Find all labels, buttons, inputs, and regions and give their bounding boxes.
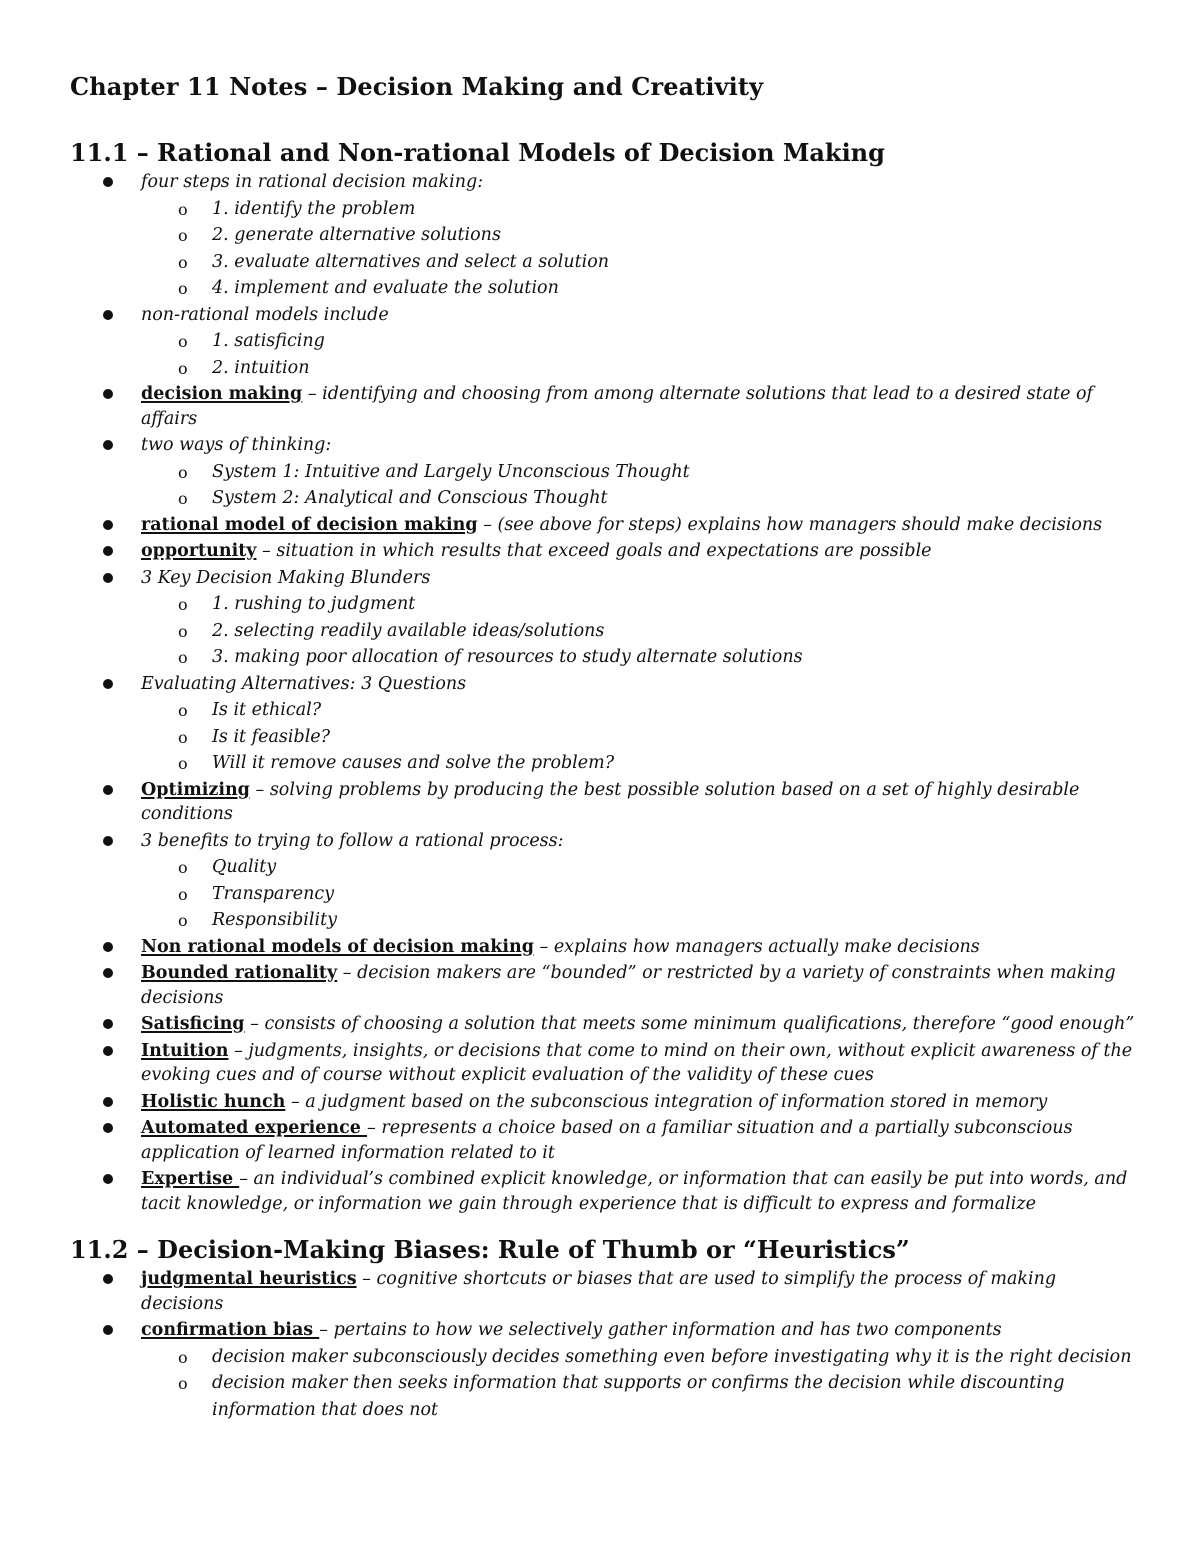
- list-item-text: – identifying and choosing from among alternate solutions that lead to a desired state of: [302, 384, 1094, 404]
- list-item: [141, 1013, 1134, 1035]
- sub-list-item: System 2: Analytical and Conscious Thought: [212, 488, 608, 508]
- list-item-continuation: decisions: [141, 1293, 224, 1314]
- section-heading: 11.2 – Decision-Making Biases: Rule of Thumb or “Heuristics”: [70, 1235, 910, 1264]
- bullet-marker: [103, 520, 113, 530]
- sub-list-item: Will it remove causes and solve the problem?: [212, 753, 615, 773]
- sub-list-item: Responsibility: [212, 910, 338, 930]
- bullet-marker: [103, 968, 113, 978]
- defined-term: Expertise: [141, 1169, 240, 1189]
- defined-term: confirmation bias: [141, 1320, 320, 1340]
- sub-bullet-marker: o: [178, 727, 188, 747]
- list-item: [141, 514, 1102, 536]
- defined-term: rational model of decision making: [141, 514, 478, 535]
- bullet-marker: [103, 836, 113, 846]
- sub-list-item: 1. identify the problem: [212, 198, 416, 219]
- sub-bullet-marker: o: [178, 252, 188, 272]
- list-item: [141, 567, 430, 589]
- sub-list-item: Is it feasible?: [212, 726, 331, 747]
- sub-list-item: 2. intuition: [212, 357, 310, 378]
- sub-list-item: 2. generate alternative solutions: [212, 225, 501, 245]
- sub-list-item: Transparency: [212, 883, 335, 904]
- list-item-continuation: conditions: [141, 804, 233, 824]
- list-item-text: non-rational models include: [141, 304, 389, 325]
- sub-list-item-continuation: information that does not: [212, 1399, 439, 1420]
- list-item-continuation: tacit knowledge, or information we gain through experience that is difficult to express and formalize: [141, 1193, 1036, 1214]
- list-item: [141, 434, 331, 456]
- list-item-text: – decision makers are “bounded” or restricted by a variety of constraints when making: [337, 963, 1116, 983]
- bullet-marker: [103, 785, 113, 795]
- list-item-text: – judgments, insights, or decisions that come to mind on their own, without explicit awareness of the: [228, 1040, 1133, 1061]
- sub-list-item: Quality: [212, 857, 277, 877]
- sub-bullet-marker: o: [178, 595, 188, 614]
- list-item: [141, 1319, 1002, 1341]
- bullet-marker: [103, 1174, 113, 1184]
- list-item-text: – solving problems by producing the best possible solution based on a set of highly desirable: [249, 779, 1080, 800]
- list-item-text: – a judgment based on the subconscious integration of information stored in memory: [285, 1091, 1048, 1112]
- sub-list-item: 1. satisficing: [212, 331, 325, 351]
- bullet-marker: [103, 389, 113, 399]
- defined-term: Optimizing: [141, 779, 250, 800]
- sub-bullet-marker: o: [178, 279, 188, 298]
- sub-list-item: 3. evaluate alternatives and select a solution: [212, 251, 610, 272]
- bullet-marker: [103, 546, 113, 556]
- section-heading: 11.1 – Rational and Non-rational Models of Decision Making: [70, 138, 885, 167]
- sub-bullet-marker: o: [178, 332, 188, 351]
- list-item-text: Evaluating Alternatives: 3 Questions: [141, 673, 467, 694]
- bullet-marker: [103, 1097, 113, 1107]
- list-item-text: – an individual’s combined explicit knowledge, or information that can easily be put into words, and: [239, 1169, 1128, 1189]
- list-item-text: – pertains to how we selectively gather information and has two components: [319, 1320, 1002, 1340]
- list-item-text: – explains how managers actually make decisions: [533, 936, 980, 957]
- list-item: [141, 936, 980, 958]
- list-item-continuation: evoking cues and of course without explicit evaluation of the validity of these cues: [141, 1065, 874, 1085]
- list-item-text: four steps in rational decision making:: [141, 172, 484, 192]
- list-item-text: – situation in which results that exceed goals and expectations are possible: [256, 541, 932, 561]
- bullet-marker: [103, 573, 113, 583]
- list-item-text: – (see above for steps) explains how managers should make decisions: [477, 514, 1103, 535]
- list-item: [141, 1040, 1132, 1062]
- bullet-marker: [103, 942, 113, 952]
- sub-bullet-marker: o: [178, 858, 188, 877]
- bullet-marker: [103, 310, 113, 320]
- sub-bullet-marker: o: [178, 358, 188, 378]
- sub-bullet-marker: o: [178, 226, 188, 245]
- sub-bullet-marker: o: [178, 462, 188, 482]
- list-item-text: 3 benefits to trying to follow a rational process:: [141, 830, 564, 851]
- sub-bullet-marker: o: [178, 911, 188, 930]
- sub-bullet-marker: o: [178, 1347, 188, 1367]
- list-item: [141, 383, 1093, 405]
- sub-list-item: 4. implement and evaluate the solution: [212, 278, 559, 298]
- list-item-continuation: decisions: [141, 987, 224, 1008]
- document-title: Chapter 11 Notes – Decision Making and Creativity: [70, 72, 764, 101]
- defined-term: opportunity: [141, 541, 257, 561]
- list-item-text: two ways of thinking:: [141, 435, 332, 455]
- list-item-continuation: affairs: [141, 408, 198, 429]
- sub-list-item: System 1: Intuitive and Largely Unconscious Thought: [212, 461, 690, 482]
- sub-list-item: 3. making poor allocation of resources to study alternate solutions: [212, 647, 803, 667]
- list-item-text: – represents a choice based on a familiar situation and a partially subconscious: [367, 1118, 1073, 1138]
- bullet-marker: [103, 1123, 113, 1133]
- defined-term: Intuition: [141, 1040, 229, 1061]
- list-item-text: – consists of choosing a solution that meets some minimum qualifications, therefore “good enough”: [244, 1014, 1135, 1034]
- list-item: [141, 962, 1116, 984]
- defined-term: Automated experience: [141, 1118, 368, 1138]
- list-item: [141, 1091, 1047, 1113]
- bullet-marker: [103, 440, 113, 450]
- bullet-marker: [103, 177, 113, 187]
- sub-bullet-marker: o: [178, 1374, 188, 1393]
- sub-bullet-marker: o: [178, 621, 188, 641]
- sub-list-item: Is it ethical?: [212, 700, 322, 720]
- list-item: [141, 779, 1079, 801]
- defined-term: Holistic hunch: [141, 1091, 286, 1112]
- list-item: [141, 304, 389, 326]
- sub-bullet-marker: o: [178, 648, 188, 667]
- defined-term: Satisficing: [141, 1014, 245, 1034]
- defined-term: decision making: [141, 384, 303, 404]
- bullet-marker: [103, 1274, 113, 1284]
- list-item: [141, 1168, 1127, 1190]
- sub-list-item: decision maker then seeks information that supports or confirms the decision while discounting: [212, 1373, 1065, 1393]
- sub-list-item: decision maker subconsciously decides something even before investigating why it is the right decision: [212, 1346, 1132, 1367]
- sub-bullet-marker: o: [178, 199, 188, 219]
- defined-term: judgmental heuristics: [141, 1269, 357, 1289]
- list-item-continuation: application of learned information related to it: [141, 1142, 555, 1163]
- defined-term: Non rational models of decision making: [141, 936, 534, 957]
- list-item: [141, 1268, 1056, 1290]
- list-item: [141, 540, 932, 562]
- sub-list-item: 1. rushing to judgment: [212, 594, 416, 614]
- list-item: [141, 673, 466, 695]
- bullet-marker: [103, 1325, 113, 1335]
- list-item: [141, 171, 483, 193]
- bullet-marker: [103, 1046, 113, 1056]
- list-item-text: 3 Key Decision Making Blunders: [141, 567, 431, 588]
- list-item: [141, 1117, 1073, 1139]
- sub-bullet-marker: o: [178, 701, 188, 720]
- sub-list-item: 2. selecting readily available ideas/solutions: [212, 620, 605, 641]
- defined-term: Bounded rationality: [141, 963, 338, 983]
- sub-bullet-marker: o: [178, 489, 188, 508]
- sub-bullet-marker: o: [178, 754, 188, 773]
- bullet-marker: [103, 1019, 113, 1029]
- list-item-text: – cognitive shortcuts or biases that are used to simplify the process of making: [356, 1269, 1057, 1289]
- bullet-marker: [103, 679, 113, 689]
- sub-bullet-marker: o: [178, 884, 188, 904]
- list-item: [141, 830, 564, 852]
